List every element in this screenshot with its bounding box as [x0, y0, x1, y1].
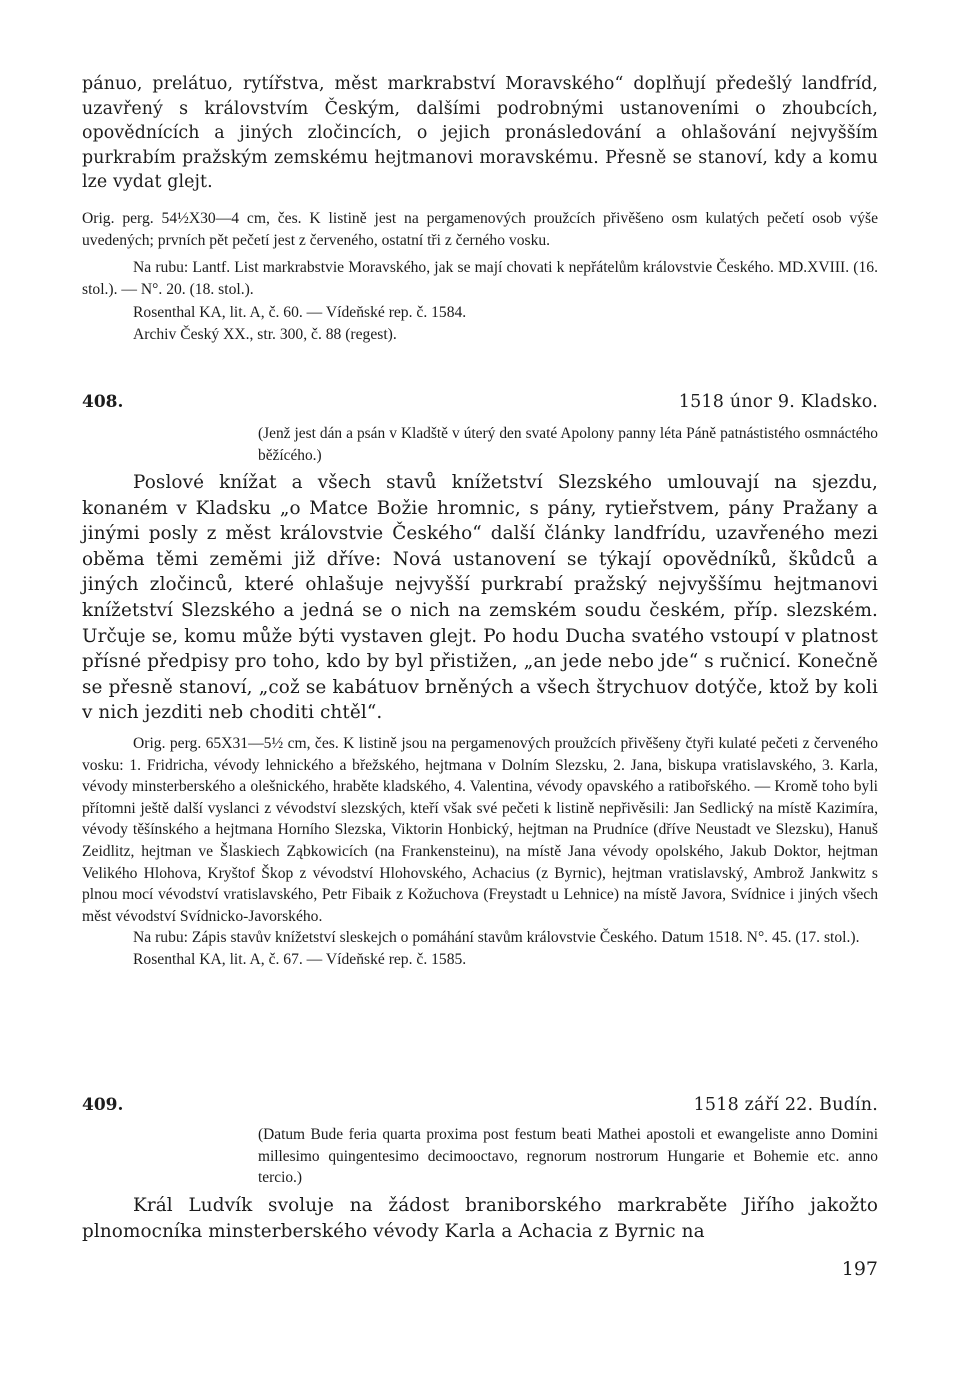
page-number: 197 [841, 1258, 878, 1280]
intro-note-reverse: Na rubu: Lantf. List markrabstvie Moravského, jak se mají chovati k nepřátelům královstvie Českého. MD.XVIII. (16. stol.). — N°. 20. (18. stol.). [82, 258, 878, 299]
entry-408-note-original: Orig. perg. 65X31—5½ cm, čes. K listině jsou na pergamenových proužcích přivěšeny čtyři kulaté pečeti z červeného vosku: 1. Fridricha, vévody lehnického a břežského, hejtmana v Dolním Slezsku, 2. Jana, biskupa vratislavského, 3. Karla, vévody minsterberského a olešnického, hraběte kladského, 4. Valentina, vévody opavského a ratibořského. — Kromě toho byli přítomni ještě další vyslanci z vévodství slezských, kteří však své pečeti k listině nepřivěsili: Jan Sedlický na místě Kazimíra, vévody těšínského a hejtmana Horního Slezska, Viktorin Honbický, hejtman na Prudníce (dříve Neustadt ve Slezsku), Hanuš Zeidlitz, hejtman ve Šlaskiech Ząbkowicích (na Frankensteinu), na místě Jana vévody opolského, Jakub Doktor, hejtman Velikého Hlohova, Kryštof Škop z vévodství Hlohovského, Achacius (z Byrnic), hejtman vratislavský, Ambrož Jankwitz s plnou mocí vévodství vratislavského, Petr Fibaik z Kožuchova (Freystadt u Lehnice) na místě Javora, Svídnice i jiných všech měst vévodství Svídnicko-Javorského. [82, 734, 878, 925]
entry-408-dating: (Jenž jest dán a psán v Kladště v úterý den svaté Apolony panny léta Páně patnástistého osmnáctého běžícého.) [258, 425, 878, 464]
entry-408-summary: Poslové knížat a všech stavů knížetství Slezského umlouvají na sjezdu, konaném v Kladsku „o Matce Božie hromnic, s pány, rytieřstvem, pány Pražany a jinými posly z měst královstvie Českého“ další články landfrídu, uzavřeného mezi oběma těmi zeměmi již dříve: Nová ustanovení se týkají opovědníků, škůdců a jiných zločinců, které ohlašuje nejvyšší purkrabí pražský nejvyššímu hejtmanovi knížetství Slezského a jedná se o nich na zemském soudu českém, příp. slezském. Určuje se, komu může býti vystaven glejt. Po hodu Ducha svatého vstoupí v platnost přísné předpisy pro toho, kdo by byl přistižen, „an jede nebo jde“ s ručnicí. Konečně se přesně stanoví, „což se kabátuov brněných a všech štrychuov dotýče, ktož by koli v nich jezditi neb choditi chtěl“. [82, 472, 878, 724]
entry-408-note-reverse: Na rubu: Zápis stavův knížetství sleskejch o pomáhání stavům královstvie Českého. Datum 1518. N°. 45. (17. stol.). [133, 929, 860, 947]
intro-note-rosenthal: Rosenthal KA, lit. A, č. 60. — Vídeňské rep. č. 1584. [133, 303, 467, 321]
entry-408-section [82, 470, 878, 970]
entry-date-place: 1518 únor 9. Kladsko. [678, 392, 878, 412]
intro-note-archive: Archiv Český XX., str. 300, č. 88 (regest). [133, 326, 397, 344]
entry-number: 409. [82, 1095, 124, 1115]
entry-date-place: 1518 září 22. Budín. [693, 1095, 878, 1115]
entry-409-dating: (Datum Bude feria quarta proxima post festum beati Mathei apostoli et ewangeliste anno Domini millesimo quingentesimo decimooctavo, regnorum nostrorum Hungarie et Bohemie etc. anno tercio.) [258, 1126, 878, 1186]
entry-408-header [82, 392, 878, 420]
entry-409-header [82, 1095, 878, 1123]
intro-section [82, 72, 878, 347]
intro-note-original: Orig. perg. 54½X30—4 cm, čes. K listině jest na pergamenových proužcích přivěšeno osm kulatých pečetí osob výše uvedených; prvních pět pečetí jest z červeného, ostatní tři z černého vosku. [82, 209, 878, 250]
intro-summary: pánuo, prelátuo, rytířstva, měst markrabství Moravského“ doplňují předešlý landfríd, uzavřený s královstvím Českým, dalšími podrobnými ustanoveními o zhoubcích, opovědnících a jiných zločincích, o jejich pronásledování a ohlašování nejvyšším purkrabím pražským zemskému hejtmanovi moravskému. Přesně se stanoví, kdy a komu lze vydat glejt. [82, 74, 878, 193]
entry-number: 408. [82, 392, 124, 412]
entry-409-section [82, 1193, 878, 1244]
entry-408-note-rosenthal: Rosenthal KA, lit. A, č. 67. — Vídeňské rep. č. 1585. [133, 950, 467, 968]
entry-409-summary: Král Ludvík svoluje na žádost braniborského markraběte Jiřího jakožto plnomocníka minsterberského vévody Karla a Achacia z Byrnic na [82, 1195, 878, 1242]
